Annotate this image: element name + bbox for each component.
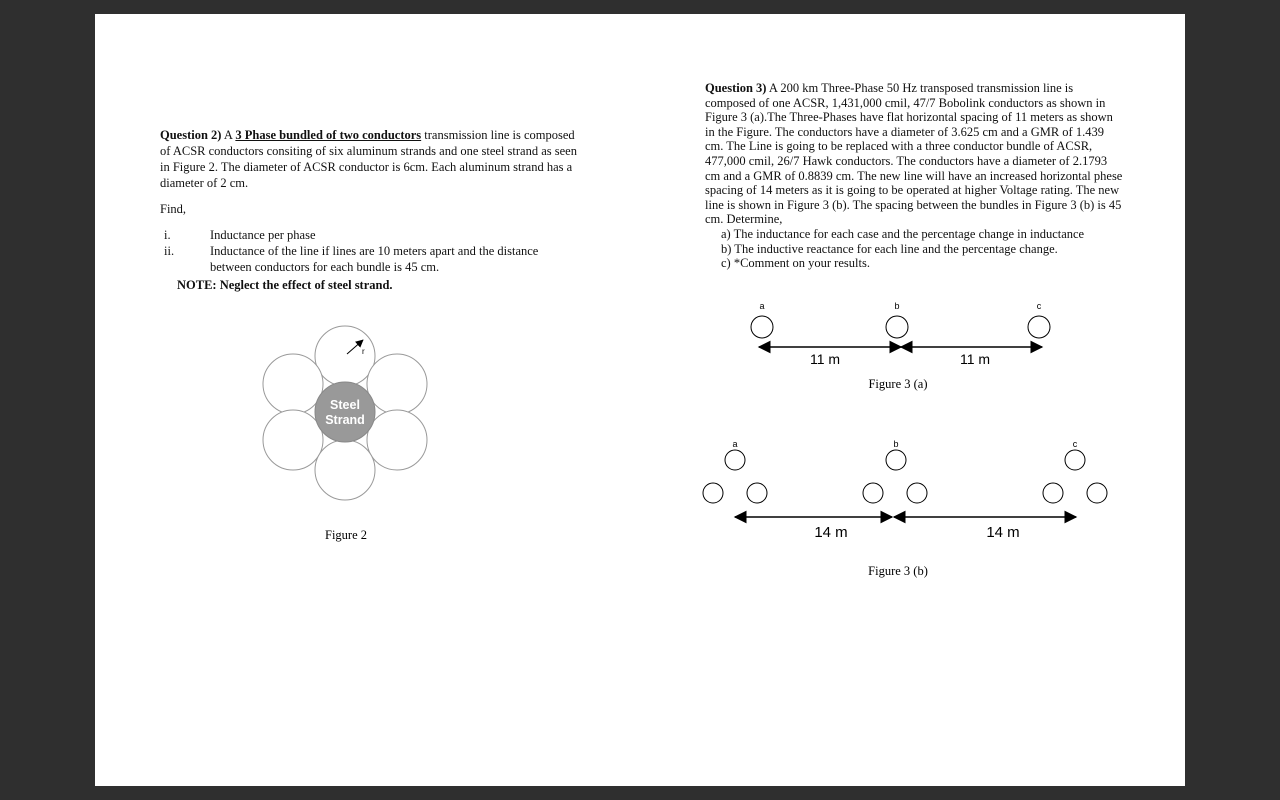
bundle-b-left-conductor [863, 483, 883, 503]
question-3-part-b: b) The inductive reactance for each line and the percentage change. [721, 241, 1058, 256]
figure-2-conductor [263, 326, 427, 542]
bundle-c-right-conductor [1087, 483, 1107, 503]
aluminum-strand-lower-right [367, 410, 427, 470]
bundle-a-right-conductor [747, 483, 767, 503]
document-page [95, 14, 1185, 786]
figure-3a-caption: Figure 3 (a) [868, 377, 928, 391]
bundle-a-top-conductor [725, 450, 745, 470]
aluminum-strand-bottom [315, 440, 375, 500]
spacing-label-ab: 14 m [814, 524, 848, 541]
question-2-underlined: 3 Phase bundled of two conductors [235, 128, 422, 142]
note: NOTE: Neglect the effect of steel strand. [177, 278, 393, 292]
question-3-lead: Question 3) [705, 81, 767, 95]
phase-c-label: c [1072, 439, 1078, 449]
figure-2-caption: Figure 2 [325, 528, 368, 542]
item-number: i. [164, 228, 171, 242]
aluminum-strand-upper-left [263, 354, 323, 414]
steel-strand [315, 382, 375, 442]
steel-label-line-1: Steel [330, 398, 360, 412]
bundle-b-right-conductor [907, 483, 927, 503]
phase-b-label: b [894, 301, 900, 311]
find-label: Find, [160, 202, 187, 216]
question-2-text: transmission line is composed of ACSR conductors consiting of six aluminum strands and one steel strand as seen in Figure 2. The diameter of ACSR conductor is 6cm. Each aluminum strand has a diameter of 2 cm. [160, 128, 577, 190]
bundle-b-top-conductor [886, 450, 906, 470]
question-3-text: A 200 km Three-Phase 50 Hz transposed transmission line is composed of one ACSR, 1,431,000 cmil, 47/7 Bobolink conductors as shown in Figure 3 (a).The Three-Phases have flat horizontal spacing of 11 meters as shown in the Figure. The conductors have a diameter of 3.625 cm and a GMR of 1.439 cm. The Line is going to be replaced with a three conductor bundle of ACSR, 477,000 cmil, 26/7 Hawk conductors. The conductors have a diameter of 2.1793 cm and a GMR of 0.8839 cm. The new line will have an increased horizontal phese spacing of 14 meters as it is going to be operated at higher Voltage rating. The new line is shown in Figure 3 (b). The spacing between the bundles in Figure 3 (b) is 45 cm. Determine, [705, 81, 1123, 227]
figure-3b-caption: Figure 3 (b) [868, 564, 928, 578]
phase-a-label: a [732, 439, 738, 449]
conductor-b [886, 316, 908, 338]
spacing-label-bc: 14 m [986, 524, 1020, 541]
bundle-c-left-conductor [1043, 483, 1063, 503]
aluminum-strand-top [315, 326, 375, 386]
spacing-label-ab: 11 m [809, 351, 841, 367]
question-2-article: A [223, 128, 233, 142]
question-2-lead: Question 2) [160, 128, 222, 142]
spacing-label-bc: 11 m [959, 351, 991, 367]
question-3-part-c: c) *Comment on your results. [721, 256, 870, 271]
conductor-a [751, 316, 773, 338]
phase-a-label: a [759, 301, 765, 311]
bundle-c-top-conductor [1065, 450, 1085, 470]
aluminum-strand-upper-right [367, 354, 427, 414]
phase-b-label: b [893, 439, 899, 449]
question-3-part-a: a) The inductance for each case and the percentage change in inductance [721, 226, 1085, 241]
item-number: ii. [164, 244, 175, 258]
radius-label: r [362, 347, 365, 356]
conductor-c [1028, 316, 1050, 338]
item-text: Inductance per phase [210, 228, 316, 242]
item-text: Inductance of the line if lines are 10 meters apart and the distance between conductors for each bundle is 45 cm. [210, 244, 539, 274]
figure-3b [703, 439, 1107, 578]
figure-3a [751, 301, 1050, 391]
bundle-a-left-conductor [703, 483, 723, 503]
phase-c-label: c [1036, 301, 1042, 311]
steel-label-line-2: Strand [325, 413, 365, 427]
aluminum-strand-lower-left [263, 410, 323, 470]
figures-svg [95, 14, 1185, 786]
